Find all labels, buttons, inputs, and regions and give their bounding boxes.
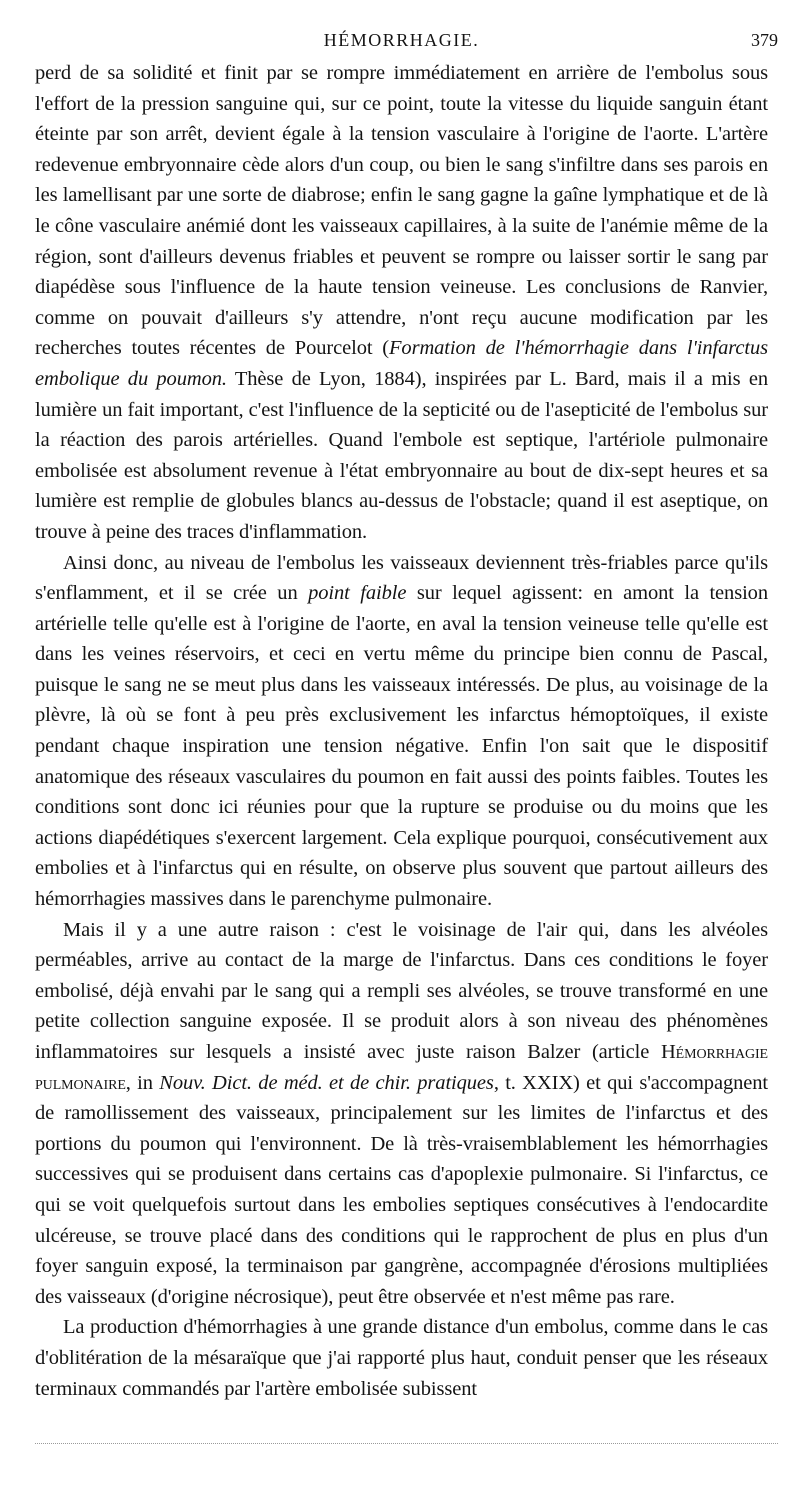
text-run: Ainsi donc, au niveau de l'embolus les vaisseaux deviennent très-friables parce qu'ils s'enflamment, et il se crée un: [35, 551, 768, 605]
text-run: sur lequel agissent: en amont la tension artérielle telle qu'elle est à l'origine de l'aorte, en aval la tension veineuse telle qu'elle est dans les veines réservoirs, et ceci en vertu même du principe bien connu de Pascal, puisque le sang ne se meut plus dans les vaisseaux intéressés. De plus, au voisinage de la plèvre, là où se font à peu près exclusivement les infarctus hémoptoïques, il existe pendant chaque inspiration une tension négative. Enfin l'on sait que le dispositif anatomique des réseaux vasculaires du poumon en fait aussi des points faibles. Toutes les conditions sont donc ici réunies pour que la rupture se produise ou du moins que les actions diapédétiques s'exercent largement. Cela explique pourquoi, consécutivement aux embolies et à l'infarctus qui en résulte, on observe plus souvent que partout ailleurs des hémorrhagies massives dans le parenchyme pulmonaire.: [35, 582, 768, 911]
text-run: La production d'hémorrhagies à une grande distance d'un embolus, comme dans le cas d'oblitération de la mésaraïque que j'ai rapporté plus haut, conduit penser que les réseaux terminaux commandés par l'artère embolisée subissent: [35, 1316, 768, 1400]
italic-text: Formation de l'hémorrhagie dans l'infarctus embolique du poumon.: [35, 337, 768, 390]
page-number: 379: [751, 30, 778, 50]
paragraph: [35, 548, 768, 915]
paragraph: [35, 915, 768, 1313]
small-caps-text: Hémorrhagie pulmonaire: [35, 1041, 768, 1094]
paragraph: [35, 1312, 768, 1404]
paragraph: [35, 58, 768, 548]
text-run: Mais il y a une autre raison : c'est le voisinage de l'air qui, dans les alvéoles perméables, arrive au contact de la marge de l'infarctus. Dans ces conditions le foyer embolisé, déjà envahi par le sang qui a rempli ses alvéoles, se trouve transformé en une petite collection sanguine exposée. Il se produit alors à son niveau des phénomènes inflammatoires sur lesquels a insisté avec juste raison Balzer (article: [35, 918, 768, 1063]
text-run: perd de sa solidité et finit par se rompre immédiatement en arrière de l'embolus sous l'effort de la pression sanguine qui, sur ce point, toute la vitesse du liquide sanguin étant éteinte par son arrêt, devient égale à la tension vasculaire à l'origine de l'aorte. L'artère redevenue embryonnaire cède alors d'un coup, ou bien le sang s'infiltre dans ses parois en les lamellisant par une sorte de diabrose; enfin le sang gagne la gaîne lymphatique et de là le cône vasculaire anémié dont les vaisseaux capillaires, à la suite de l'anémie même de la région, sont d'ailleurs devenus friables et peuvent se rompre ou laisser sortir le sang par diapédèse sous l'influence de la haute tension veineuse. Les conclusions de Ranvier, comme on pouvait d'ailleurs s'y attendre, n'ont reçu aucune modification par les recherches toutes récentes de Pourcelot (: [35, 62, 768, 360]
text-run: , t. XXIX) et qui s'accompagnent de ramollissement des vaisseaux, principalement sur les limites de l'infarctus et des portions du poumon qui l'environnent. De là très-vraisemblablement les hémorrhagies successives qui se produisent dans certains cas d'apoplexie pulmonaire. Si l'infarctus, ce qui se voit quelquefois surtout dans les embolies septiques consécutives à l'endocardite ulcéreuse, se trouve placé dans des conditions qui le rapprochent de plus en plus d'un foyer sanguin exposé, la terminaison par gangrène, accompagnée d'érosions multipliées des vaisseaux (d'origine nécrosique), peut être observée et n'est même pas rare.: [35, 1071, 768, 1308]
footer-rule: [35, 1443, 778, 1444]
italic-text: point faible: [308, 582, 407, 605]
italic-text: Nouv. Dict. de méd. et de chir. pratiques: [159, 1071, 494, 1094]
body-text: [35, 58, 768, 1404]
book-page: [35, 24, 778, 1404]
running-title: HÉMORRHAGIE.: [323, 30, 480, 50]
text-run: Thèse de Lyon, 1884), inspirées par L. Bard, mais il a mis en lumière un fait important, c'est l'influence de la septicité ou de l'asepticité de l'embolus sur la réaction des parois artérielles. Quand l'embole est septique, l'artériole pulmonaire embolisée est absolument revenue à l'état embryonnaire au bout de dix-sept heures et sa lumière est remplie de globules blancs au-dessus de l'obstacle; quand il est aseptique, on trouve à peine des traces d'inflammation.: [35, 367, 768, 543]
text-run: , in: [125, 1071, 160, 1094]
running-head: [35, 24, 778, 58]
